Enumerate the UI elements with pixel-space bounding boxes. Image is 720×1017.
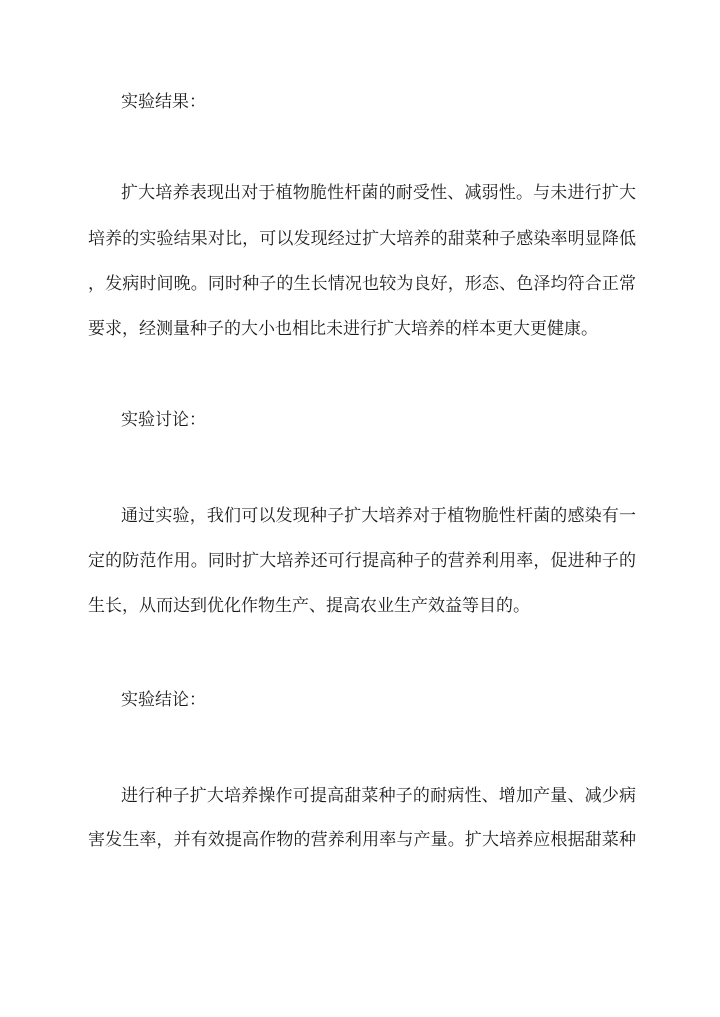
discussion-line-1: 通过实验，我们可以发现种子扩大培养对于植物脆性杆菌的感染有一 (121, 506, 636, 526)
results-line-4: 要求，经测量种子的大小也相比未进行扩大培养的样本更大更健康。 (88, 319, 598, 339)
conclusion-line-1: 进行种子扩大培养操作可提高甜菜种子的耐病性、增加产量、减少病 (121, 786, 636, 806)
section-heading-results: 实验结果： (121, 92, 206, 112)
results-line-2: 培养的实验结果对比，可以发现经过扩大培养的甜菜种子感染率明显降低 (88, 229, 636, 249)
discussion-line-3: 生长，从而达到优化作物生产、提高农业生产效益等目的。 (88, 596, 530, 616)
conclusion-line-2: 害发生率，并有效提高作物的营养利用率与产量。扩大培养应根据甜菜种 (88, 830, 636, 850)
results-line-1: 扩大培养表现出对于植物脆性杆菌的耐受性、减弱性。与未进行扩大 (121, 183, 636, 203)
results-line-3: ，发病时间晚。同时种子的生长情况也较为良好，形态、色泽均符合正常 (88, 274, 636, 294)
discussion-line-2: 定的防范作用。同时扩大培养还可行提高种子的营养利用率，促进种子的 (88, 551, 636, 571)
section-heading-conclusion: 实验结论： (121, 690, 206, 710)
section-heading-discussion: 实验讨论： (121, 410, 206, 430)
